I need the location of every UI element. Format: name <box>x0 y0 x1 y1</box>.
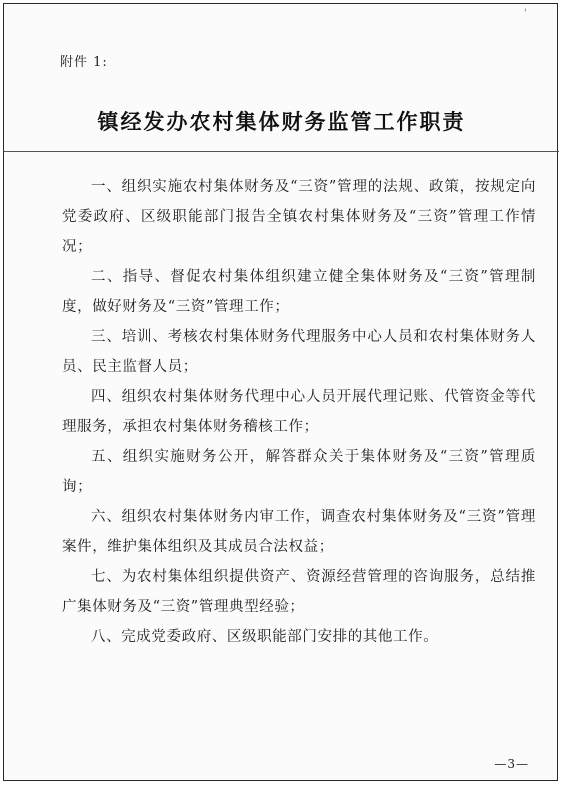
duties-list <box>62 172 536 652</box>
document-page <box>3 3 558 781</box>
attachment-label: 附件 1: <box>60 55 108 70</box>
document-title: 镇经发办农村集体财务监管工作职责 <box>97 109 466 134</box>
duty-item-1: 一、组织实施农村集体财务及“三资”管理的法规、政策，按规定向党委政府、区级职能部门报告全镇农村集体财务及“三资”管理工作情况； <box>62 179 536 255</box>
page-number: —3— <box>494 757 529 771</box>
duty-item-3: 三、培训、考核农村集体财务代理服务中心人员和农村集体财务人员、民主监督人员； <box>62 329 536 375</box>
duty-item-8: 八、完成党委政府、区级职能部门安排的其他工作。 <box>91 629 439 645</box>
duty-item-4: 四、组织农村集体财务代理中心人员开展代理记账、代管资金等代理服务，承担农村集体财务稽核工作； <box>62 389 536 435</box>
duty-item-7: 七、为农村集体组织提供资产、资源经营管理的咨询服务，总结推广集体财务及“三资”管理典型经验； <box>62 569 536 615</box>
duty-item-2: 二、指导、督促农村集体组织建立健全集体财务及“三资”管理制度，做好财务及“三资”管理工作； <box>62 269 536 315</box>
title-divider <box>4 151 559 152</box>
scan-mark: ' <box>524 8 527 19</box>
duty-item-6: 六、组织农村集体财务内审工作，调查农村集体财务及“三资”管理案件，维护集体组织及其成员合法权益； <box>62 509 536 555</box>
duty-item-5: 五、组织实施财务公开，解答群众关于集体财务及“三资”管理质询； <box>62 449 536 495</box>
